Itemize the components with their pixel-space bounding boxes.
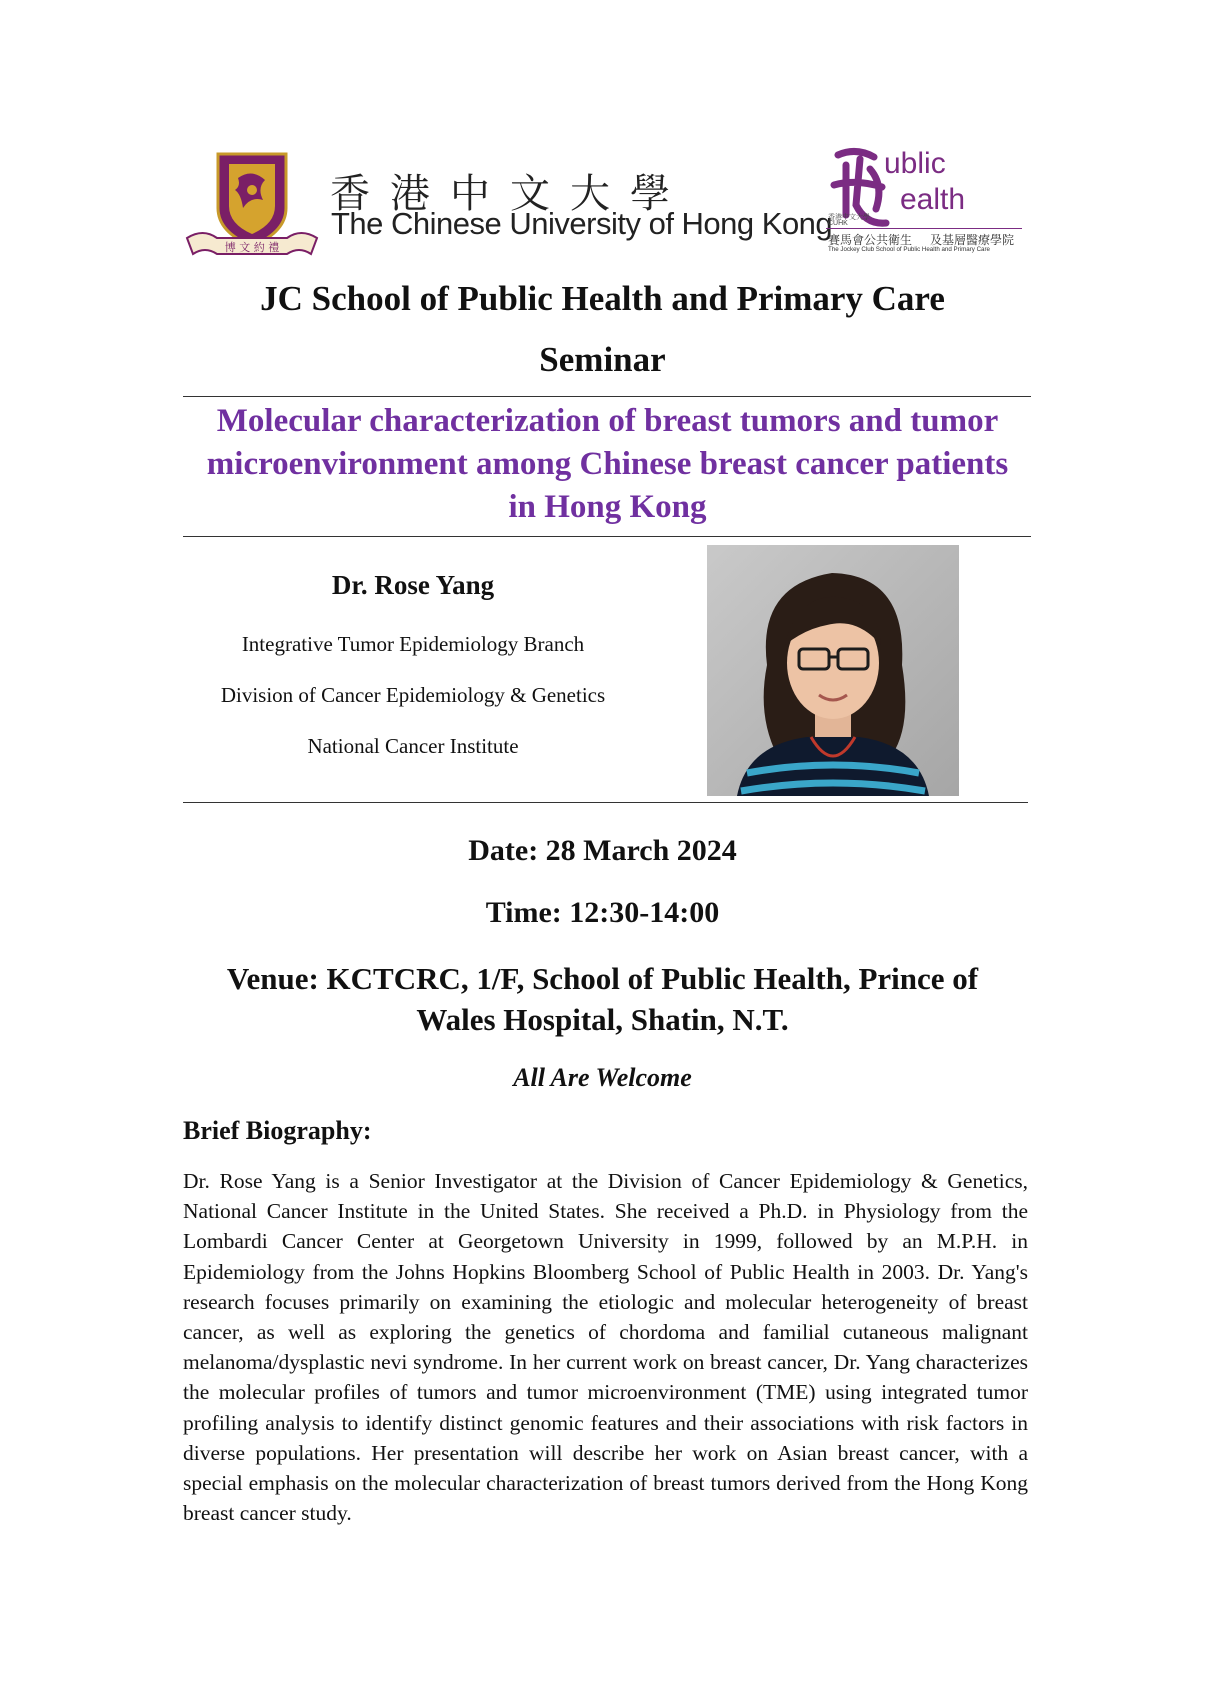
speaker-affiliation: Division of Cancer Epidemiology & Genetics [220,683,606,707]
svg-text:博 文 約 禮: 博 文 約 禮 [224,241,280,254]
speaker-name: Dr. Rose Yang [331,570,495,600]
bio-heading: Brief Biography: [183,1116,372,1145]
school-cn-left: 賽馬會公共衛生 [828,233,913,247]
event-date: Date: 28 March 2024 [468,834,737,867]
cuhk-crest-logo [183,150,321,260]
cuhk-english-name: The Chinese University of Hong Kong [331,206,833,241]
public-word: ublic [884,147,946,180]
speaker-photo [707,545,959,796]
cuhk-small-cn: 香港中文大學 [828,214,870,221]
cuhk-small-en: CUHK [828,220,848,227]
school-title: JC School of Public Health and Primary Care [260,279,945,318]
event-venue: Venue: KCTCRC, 1/F, School of Public Health, Prince of Wales Hospital, Shatin, N.T. [226,961,979,1037]
divider [183,536,1031,537]
health-word: ealth [900,183,966,216]
talk-title: Molecular characterization of breast tumors and tumor microenvironment among Chinese breast cancer patients in Hong Kong [206,403,1009,525]
school-en: The Jockey Club School of Public Health and Primary Care [828,246,990,253]
speaker-affiliation: National Cancer Institute [307,734,519,758]
divider [183,396,1031,397]
bio-paragraph: Dr. Rose Yang is a Senior Investigator at the Division of Cancer Epidemiology & Genetics, National Cancer Institute in the United States. She received a Ph.D. in Physiology from the Lombardi Cancer Center at Georgetown University in 1999, followed by an M.P.H. in Epidemiology from the Johns Hopkins Bloomberg School of Public Health in 2003. Dr. Yang's research focuses primarily on examining the etiologic and molecular heterogeneity of breast cancer, as well as exploring the genetics of chordoma and familial cutaneous malignant melanoma/dysplastic nevi syndrome. In her current work on breast cancer, Dr. Yang characterizes the molecular profiles of tumors and tumor microenvironment (TME) using integrated tumor profiling analysis to identify distinct genomic features and their associations with risk factors in diverse populations. Her presentation will describe her work on Asian breast cancer, with a special emphasis on the molecular characterization of breast tumors derived from the Hong Kong breast cancer study. [183,1169,1028,1526]
welcome-note: All Are Welcome [513,1063,692,1092]
cuhk-chinese-name: 香港中文大學 [330,171,690,217]
school-cn-right: 及基層醫療學院 [930,233,1015,247]
divider [183,802,1028,803]
seminar-title: Seminar [539,340,666,379]
speaker-affiliation: Integrative Tumor Epidemiology Branch [241,632,585,656]
event-time: Time: 12:30-14:00 [485,896,720,929]
public-health-logo [826,145,1026,255]
